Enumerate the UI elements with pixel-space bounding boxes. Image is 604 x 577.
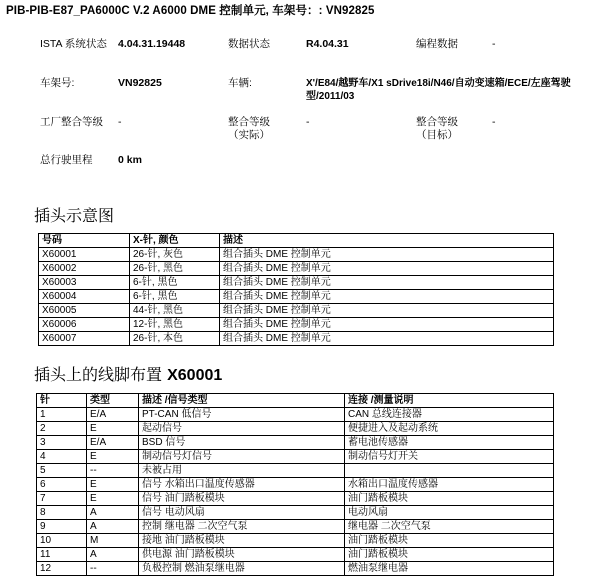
header-signal-description: 描述 /信号类型 xyxy=(139,394,345,408)
connector-header-row xyxy=(39,234,554,248)
connector-section-heading: 插头示意图 xyxy=(34,206,115,225)
header-type: 类型 xyxy=(87,394,139,408)
table-row xyxy=(37,422,554,436)
table-row xyxy=(39,262,554,276)
connector-number-cell: X60005 xyxy=(39,304,130,318)
connector-number-cell: X60001 xyxy=(39,248,130,262)
pin-connection-cell: 油门踏板模块 xyxy=(345,492,554,506)
connector-description-cell: 组合插头 DME 控制单元 xyxy=(220,332,554,346)
header-number: 号码 xyxy=(39,234,130,248)
table-row xyxy=(37,436,554,450)
connector-pins-color-cell: 44-针, 黑色 xyxy=(130,304,220,318)
connector-number-cell: X60004 xyxy=(39,290,130,304)
pin-number-cell: 2 xyxy=(37,422,87,436)
pin-type-cell: A xyxy=(87,520,139,534)
header-pin: 针 xyxy=(37,394,87,408)
pin-number-cell: 10 xyxy=(37,534,87,548)
ista-label: ISTA 系统状态 xyxy=(40,38,107,50)
header-connection: 连接 /测量说明 xyxy=(345,394,554,408)
pin-connection-cell: 水箱出口温度传感器 xyxy=(345,478,554,492)
document-title: PIB-PIB-E87_PA6000C V.2 A6000 DME 控制单元, 车架号：: VN92825 xyxy=(6,5,375,17)
connector-description-cell: 组合插头 DME 控制单元 xyxy=(220,262,554,276)
connector-pins-color-cell: 26-针, 灰色 xyxy=(130,248,220,262)
table-row xyxy=(37,450,554,464)
pin-connection-cell: 电动风扇 xyxy=(345,506,554,520)
connector-description-cell: 组合插头 DME 控制单元 xyxy=(220,276,554,290)
vehicle-label: 车辆: xyxy=(228,77,252,89)
pin-number-cell: 9 xyxy=(37,520,87,534)
pin-signal-cell: 供电源 油门踏板模块 xyxy=(139,548,345,562)
table-row xyxy=(37,464,554,478)
pin-connection-cell: 继电器 二次空气泵 xyxy=(345,520,554,534)
pin-connection-cell: 便捷进入及起动系统 xyxy=(345,422,554,436)
connector-number-cell: X60002 xyxy=(39,262,130,276)
table-row xyxy=(37,534,554,548)
connector-description-cell: 组合插头 DME 控制单元 xyxy=(220,248,554,262)
data-status-value: R4.04.31 xyxy=(306,38,349,50)
table-row xyxy=(37,478,554,492)
pin-type-cell: A xyxy=(87,506,139,520)
pin-signal-cell: 负极控制 燃油泵继电器 xyxy=(139,562,345,576)
pin-connection-cell: 制动信号灯开关 xyxy=(345,450,554,464)
pin-connection-cell: 油门踏板模块 xyxy=(345,534,554,548)
pin-type-cell: -- xyxy=(87,562,139,576)
pin-signal-cell: PT-CAN 低信号 xyxy=(139,408,345,422)
pin-section-heading-text: 插头上的线脚布置 xyxy=(34,365,163,384)
pin-type-cell: M xyxy=(87,534,139,548)
pin-number-cell: 4 xyxy=(37,450,87,464)
pin-table xyxy=(36,393,554,576)
header-description: 描述 xyxy=(220,234,554,248)
pin-signal-cell: 信号 水箱出口温度传感器 xyxy=(139,478,345,492)
table-row xyxy=(37,506,554,520)
factory-level-label: 工厂整合等级 xyxy=(40,116,103,128)
connector-pins-color-cell: 6-针, 黑色 xyxy=(130,290,220,304)
pin-signal-cell: BSD 信号 xyxy=(139,436,345,450)
pin-connection-cell: 油门踏板模块 xyxy=(345,548,554,562)
pin-signal-cell: 未被占用 xyxy=(139,464,345,478)
table-row xyxy=(37,562,554,576)
pin-connection-cell: CAN 总线连接器 xyxy=(345,408,554,422)
connector-description-cell: 组合插头 DME 控制单元 xyxy=(220,290,554,304)
pin-section-connector-code: X60001 xyxy=(167,367,223,384)
table-row xyxy=(39,248,554,262)
mileage-value: 0 km xyxy=(118,154,142,166)
pin-number-cell: 1 xyxy=(37,408,87,422)
pin-signal-cell: 信号 油门踏板模块 xyxy=(139,492,345,506)
table-row xyxy=(39,276,554,290)
connector-pins-color-cell: 26-针, 本色 xyxy=(130,332,220,346)
table-row xyxy=(37,548,554,562)
pin-connection-cell: 燃油泵继电器 xyxy=(345,562,554,576)
pin-number-cell: 3 xyxy=(37,436,87,450)
pin-signal-cell: 起动信号 xyxy=(139,422,345,436)
connector-number-cell: X60006 xyxy=(39,318,130,332)
pin-type-cell: E/A xyxy=(87,436,139,450)
connector-description-cell: 组合插头 DME 控制单元 xyxy=(220,318,554,332)
pin-type-cell: E/A xyxy=(87,408,139,422)
programming-label: 编程数据 xyxy=(416,38,458,50)
target-level-label: 整合等级（目标） xyxy=(416,116,458,141)
vehicle-value: X'/E84/越野车/X1 sDrive18i/N46/自动变速箱/ECE/左座驾驶型/2011/03 xyxy=(306,78,571,102)
table-row xyxy=(37,408,554,422)
ista-value: 4.04.31.19448 xyxy=(118,38,186,50)
pin-section-heading xyxy=(34,362,222,385)
table-row xyxy=(39,304,554,318)
pin-signal-cell: 接地 油门踏板模块 xyxy=(139,534,345,548)
actual-level-value: - xyxy=(306,116,310,128)
vehicle-info-block xyxy=(40,32,600,172)
table-row xyxy=(37,492,554,506)
pin-header-row xyxy=(37,394,554,408)
actual-level-label: 整合等级（实际） xyxy=(228,116,270,141)
connector-table xyxy=(38,233,554,346)
pin-signal-cell: 信号 电动风扇 xyxy=(139,506,345,520)
pin-signal-cell: 控制 继电器 二次空气泵 xyxy=(139,520,345,534)
pin-type-cell: E xyxy=(87,492,139,506)
table-row xyxy=(39,290,554,304)
data-status-label: 数据状态 xyxy=(228,38,270,50)
table-row xyxy=(39,332,554,346)
connector-description-cell: 组合插头 DME 控制单元 xyxy=(220,304,554,318)
pin-number-cell: 7 xyxy=(37,492,87,506)
table-row xyxy=(39,318,554,332)
pin-type-cell: E xyxy=(87,422,139,436)
pin-signal-cell: 制动信号灯信号 xyxy=(139,450,345,464)
pin-connection-cell: 蓄电池传感器 xyxy=(345,436,554,450)
pin-type-cell: E xyxy=(87,478,139,492)
header-pins-color: X-针, 颜色 xyxy=(130,234,220,248)
pin-number-cell: 11 xyxy=(37,548,87,562)
vin-value: VN92825 xyxy=(118,77,162,89)
pin-number-cell: 8 xyxy=(37,506,87,520)
pin-number-cell: 5 xyxy=(37,464,87,478)
mileage-label: 总行驶里程 xyxy=(40,154,93,166)
target-level-value: - xyxy=(492,116,496,128)
pin-type-cell: -- xyxy=(87,464,139,478)
table-row xyxy=(37,520,554,534)
connector-pins-color-cell: 26-针, 黑色 xyxy=(130,262,220,276)
connector-number-cell: X60007 xyxy=(39,332,130,346)
connector-pins-color-cell: 12-针, 黑色 xyxy=(130,318,220,332)
pin-connection-cell xyxy=(345,464,554,478)
programming-value: - xyxy=(492,38,496,50)
vin-label: 车架号: xyxy=(40,77,75,89)
pin-number-cell: 12 xyxy=(37,562,87,576)
pin-type-cell: E xyxy=(87,450,139,464)
connector-number-cell: X60003 xyxy=(39,276,130,290)
connector-pins-color-cell: 6-针, 黑色 xyxy=(130,276,220,290)
pin-type-cell: A xyxy=(87,548,139,562)
factory-level-value: - xyxy=(118,116,122,128)
pin-number-cell: 6 xyxy=(37,478,87,492)
